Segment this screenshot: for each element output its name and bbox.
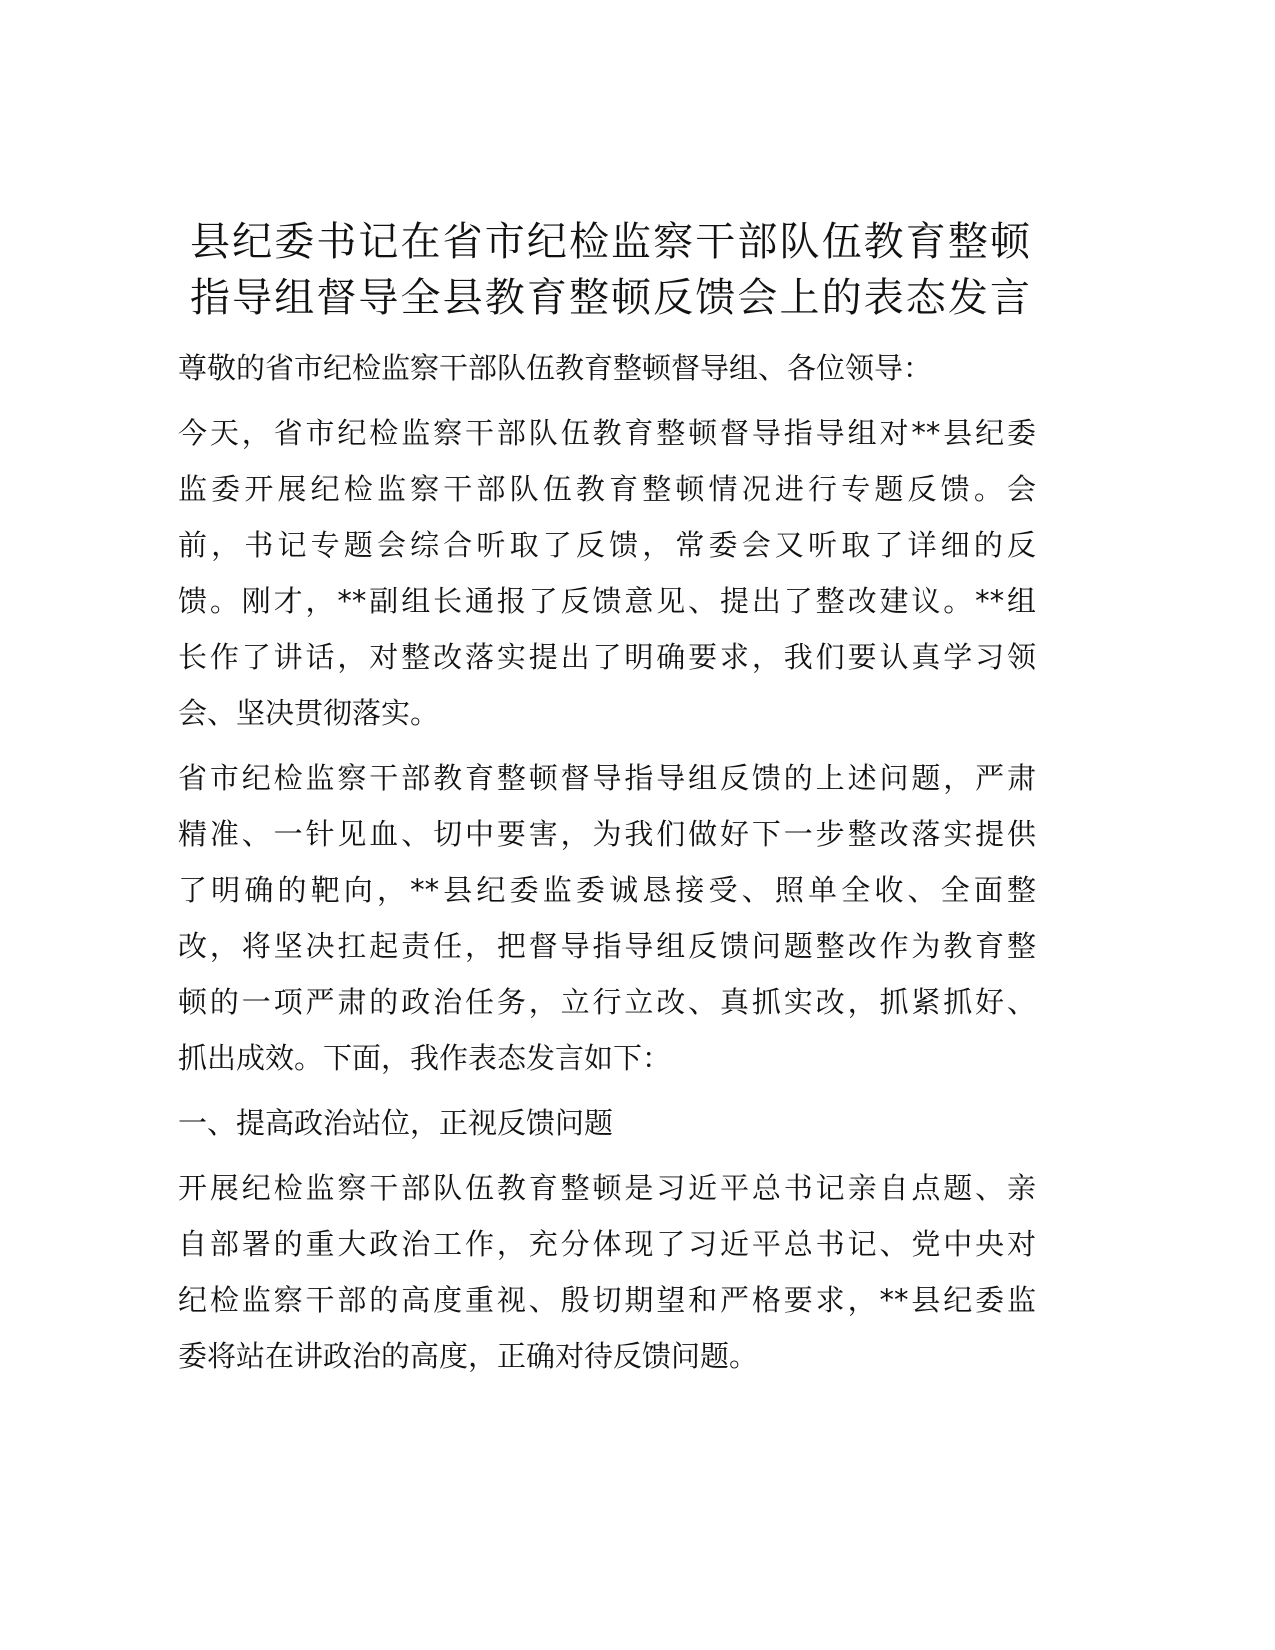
- text-line: 尊敬的省市纪检监察干部队伍教育整顿督导组、各位领导：: [178, 351, 933, 385]
- text-line: 一、提高政治站位，正视反馈问题: [178, 1106, 614, 1140]
- text-line: 馈。刚才，**副组长通报了反馈意见、提出了整改建议。**组: [178, 584, 1036, 618]
- text-line: 了明确的靶向，**县纪委监委诚恳接受、照单全收、全面整: [178, 873, 1036, 907]
- title-line: 县纪委书记在省市纪检监察干部队伍教育整顿: [190, 219, 1030, 265]
- document-body: [178, 340, 1036, 1393]
- salutation: [178, 340, 1036, 396]
- text-line: 精准、一针见血、切中要害，为我们做好下一步整改落实提供: [178, 817, 1036, 851]
- text-line: 会、坚决贯彻落实。: [178, 696, 440, 730]
- text-line: 监委开展纪检监察干部队伍教育整顿情况进行专题反馈。会: [178, 472, 1036, 506]
- text-line: 抓出成效。下面，我作表态发言如下：: [178, 1041, 672, 1075]
- text-line: 纪检监察干部的高度重视、殷切期望和严格要求，**县纪委监: [178, 1283, 1036, 1317]
- text-line: 改，将坚决扛起责任，把督导指导组反馈问题整改作为教育整: [178, 929, 1036, 963]
- title-line: 指导组督导全县教育整顿反馈会上的表态发言: [190, 275, 1030, 321]
- text-line: 开展纪检监察干部队伍教育整顿是习近平总书记亲自点题、亲: [178, 1171, 1036, 1205]
- text-line: 省市纪检监察干部教育整顿督导指导组反馈的上述问题，严肃: [178, 761, 1036, 795]
- text-line: 委将站在讲政治的高度，正确对待反馈问题。: [178, 1339, 759, 1373]
- paragraph: [178, 1160, 1036, 1384]
- paragraph: [178, 405, 1036, 741]
- text-line: 今天，省市纪检监察干部队伍教育整顿督导指导组对**县纪委: [178, 416, 1036, 450]
- text-line: 前，书记专题会综合听取了反馈，常委会又听取了详细的反: [178, 528, 1036, 562]
- paragraph: [178, 750, 1036, 1086]
- document-title: [190, 214, 1030, 326]
- section-heading: [178, 1095, 1036, 1151]
- text-line: 自部署的重大政治工作，充分体现了习近平总书记、党中央对: [178, 1227, 1036, 1261]
- text-line: 长作了讲话，对整改落实提出了明确要求，我们要认真学习领: [178, 640, 1036, 674]
- text-line: 顿的一项严肃的政治任务，立行立改、真抓实改，抓紧抓好、: [178, 985, 1036, 1019]
